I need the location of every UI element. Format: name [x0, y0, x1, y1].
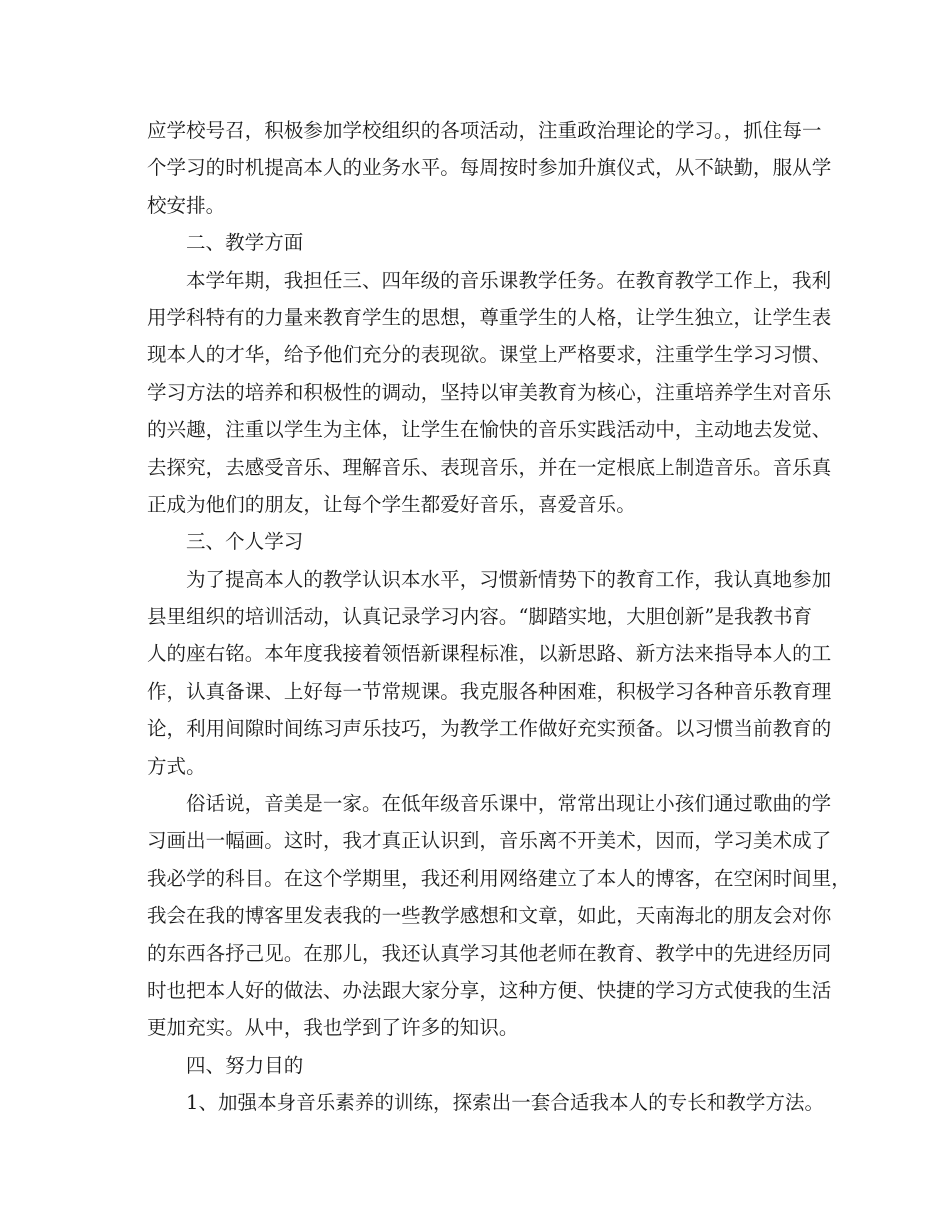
text-line: 现本人的才华，给予他们充分的表现欲。课堂上严格要求，注重学生学习习惯、: [147, 343, 832, 367]
section-heading: 三、个人学习: [186, 530, 304, 554]
text-line: 我必学的科目。在这个学期里，我还利用网络建立了本人的博客，在空闲时间里，: [147, 866, 851, 890]
text-line: 用学科特有的力量来教育学生的思想，尊重学生的人格，让学生独立，让学生表: [147, 305, 832, 329]
paragraph-start: 本学年期，我担任三、四年级的音乐课教学任务。在教育教学工作上，我利: [186, 268, 832, 292]
text-line: 去探究，去感受音乐、理解音乐、表现音乐，并在一定根底上制造音乐。音乐真: [147, 455, 832, 479]
text-line: 方式。: [147, 754, 206, 778]
text-line: 时也把本人好的做法、办法跟大家分享，这种方便、快捷的学习方式使我的生活: [147, 978, 832, 1002]
list-item: 1、加强本身音乐素养的训练，探索出一套合适我本人的专长和教学方法。: [186, 1091, 825, 1115]
text-line: 更加充实。从中，我也学到了许多的知识。: [147, 1016, 519, 1040]
text-line: 正成为他们的朋友，让每个学生都爱好音乐，喜爱音乐。: [147, 492, 636, 516]
section-heading: 四、努力目的: [186, 1053, 304, 1077]
text-line: 校安排。: [147, 193, 226, 217]
text-line: 作，认真备课、上好每一节常规课。我克服各种困难，积极学习各种音乐教育理: [147, 679, 832, 703]
text-line: 学习方法的培养和积极性的调动，坚持以审美教育为核心，注重培养学生对音乐: [147, 380, 832, 404]
text-line: 的兴趣，注重以学生为主体，让学生在愉快的音乐实践活动中，主动地去发觉、: [147, 418, 832, 442]
paragraph-start: 为了提高本人的教学认识本水平，习惯新情势下的教育工作，我认真地参加: [186, 567, 832, 591]
text-line: 应学校号召，积极参加学校组织的各项活动，注重政治理论的学习。，抓住每一: [147, 119, 822, 142]
text-line: 人的座右铭。本年度我接着领悟新课程标准，以新思路、新方法来指导本人的工: [147, 642, 832, 666]
text-line: 的东西各抒己见。在那儿，我还认真学习其他老师在教育、教学中的先进经历同: [147, 941, 832, 965]
text-line: 个学习的时机提高本人的业务水平。每周按时参加升旗仪式，从不缺勤，服从学: [147, 156, 832, 180]
paragraph-start: 俗话说，音美是一家。在低年级音乐课中，常常出现让小孩们通过歌曲的学: [186, 792, 832, 816]
text-line: 论，利用间隙时间练习声乐技巧，为教学工作做好充实预备。以习惯当前教育的: [147, 717, 832, 741]
document-body: [147, 112, 851, 1122]
text-line: 我会在我的博客里发表我的一些教学感想和文章，如此，天南海北的朋友会对你: [147, 904, 832, 928]
text-line: 习画出一幅画。这时，我才真正认识到，音乐离不开美术，因而，学习美术成了: [147, 829, 832, 853]
section-heading: 二、教学方面: [186, 231, 304, 255]
text-line: 县里组织的培训活动，认真记录学习内容。“脚踏实地，大胆创新”是我教书育: [147, 605, 813, 629]
